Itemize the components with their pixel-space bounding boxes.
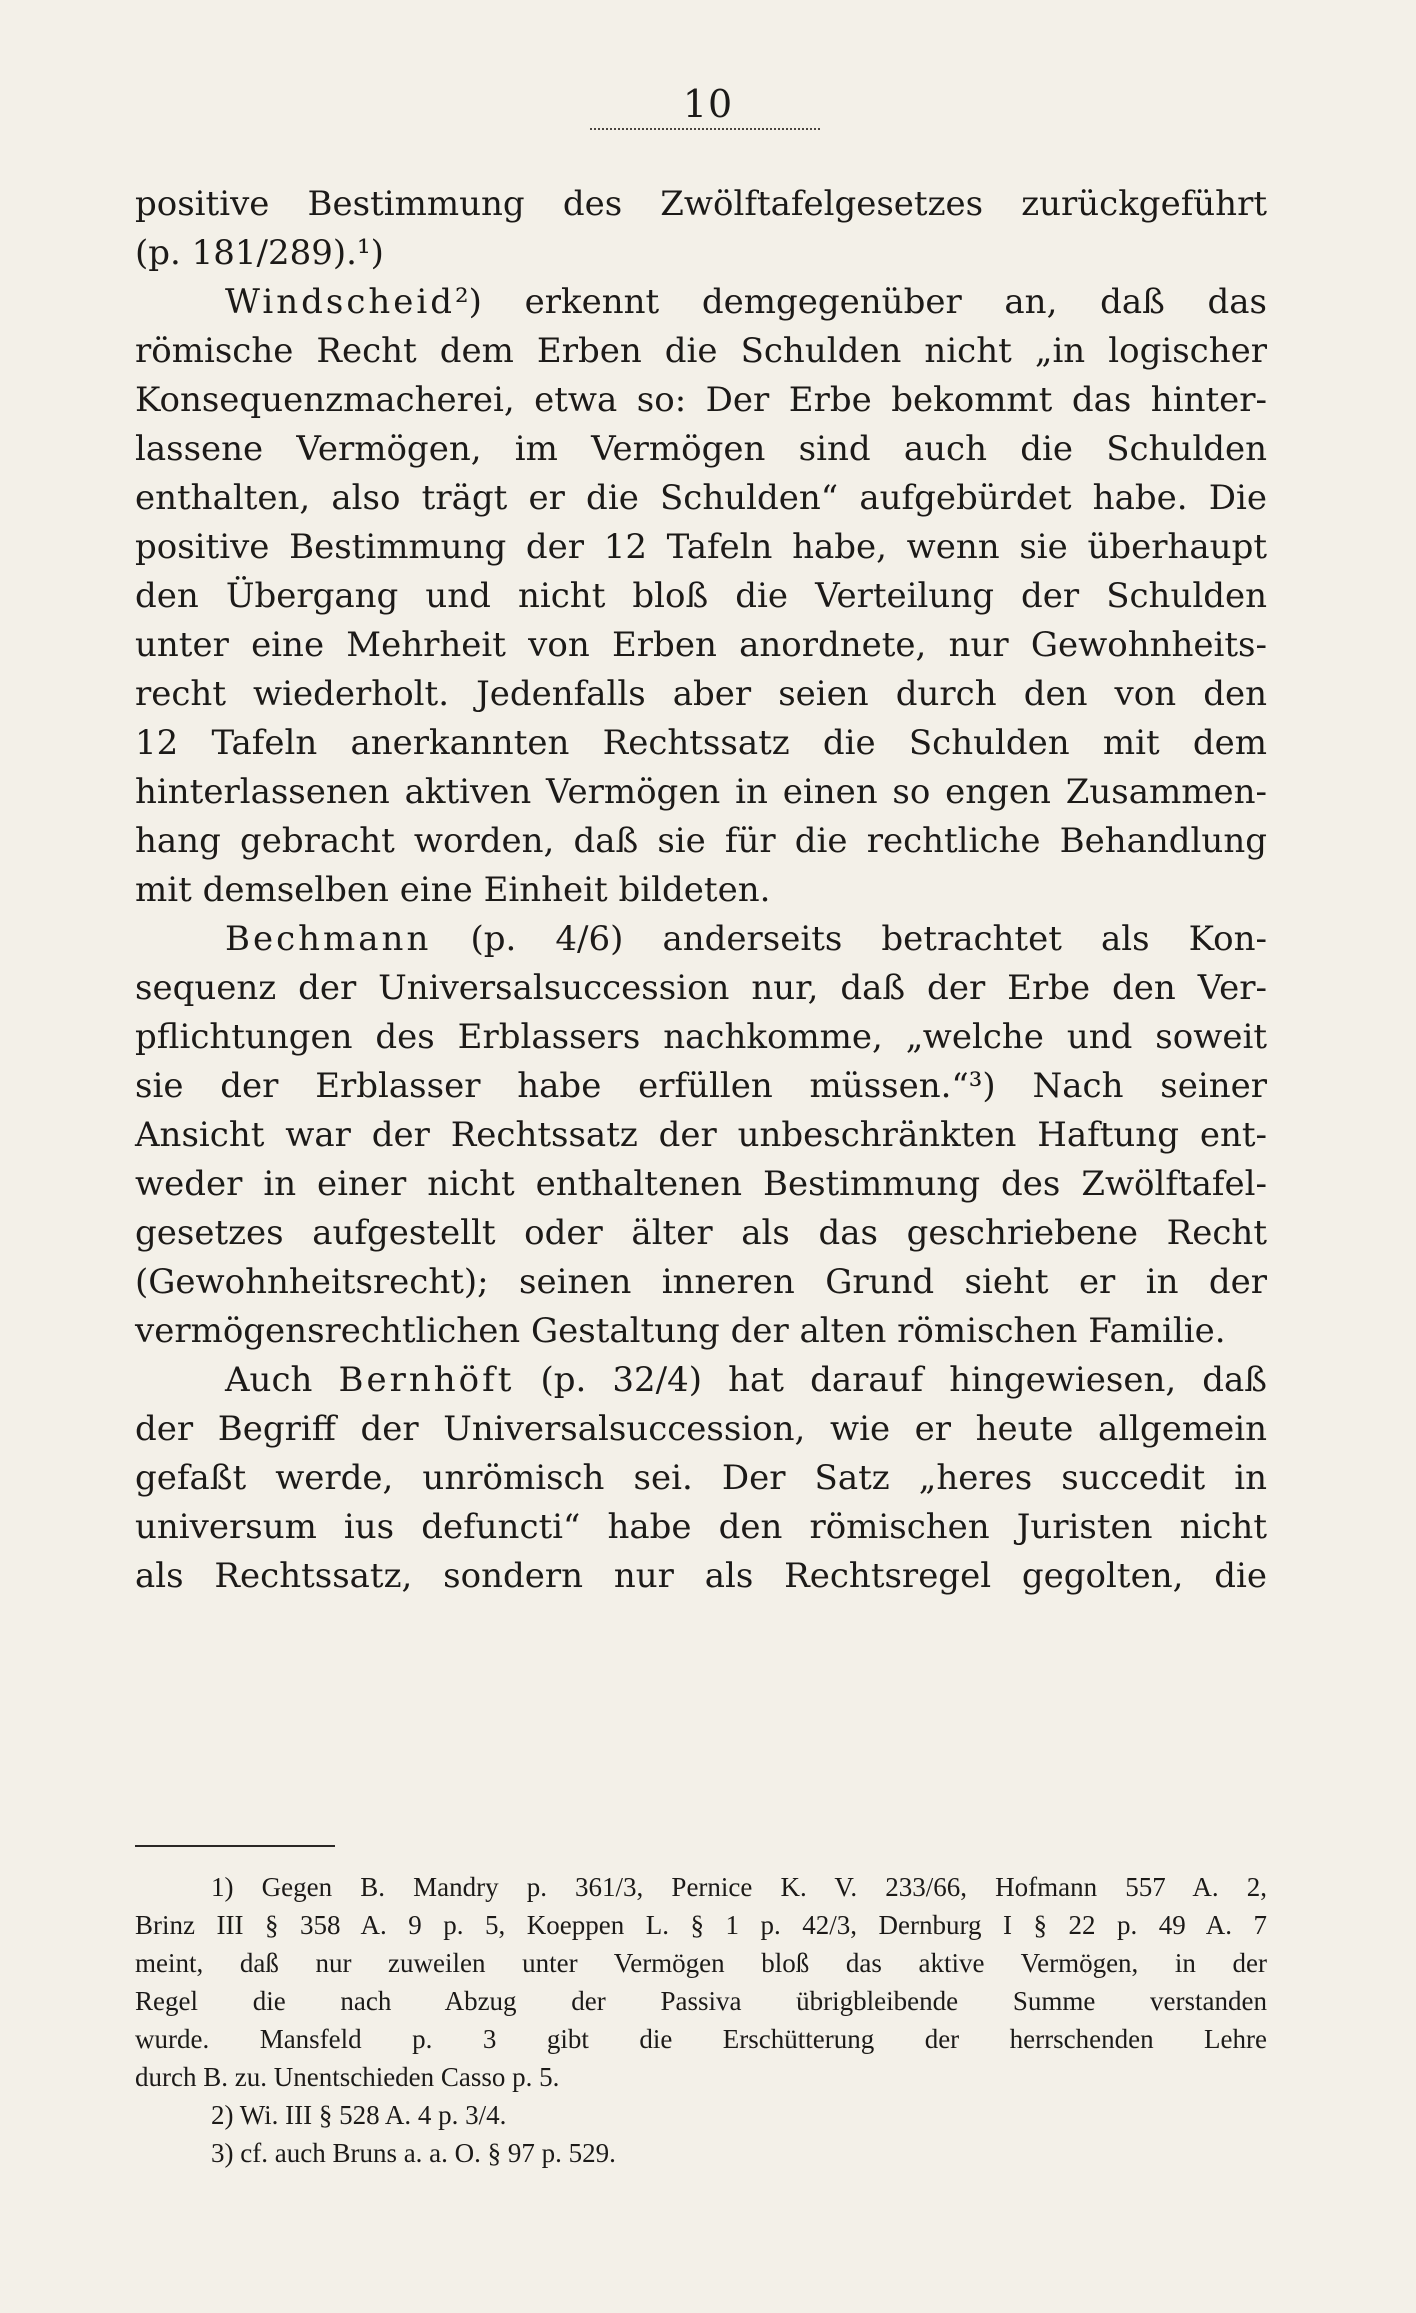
footnote-divider [135,1845,335,1847]
footnote-marker: 1) [211,1872,234,1902]
footnote-text: Wi. III § 528 A. 4 p. 3/4. [233,2100,507,2130]
body-line: pflichtungen des Erblassers nachkomme, „welche und soweit [135,1017,1267,1057]
body-line: universum ius defuncti“ habe den römischen Juristen nicht [135,1507,1267,1547]
footnote-line: meint, daß nur zuweilen unter Vermögen bloß das aktive Vermögen, in der [135,1948,1267,1978]
body-line [135,278,1267,327]
body-line: hinterlassenen aktiven Vermögen in einen so engen Zusammen- [135,772,1267,812]
footnote-line [135,1868,1267,1906]
body-line: unter eine Mehrheit von Erben anordnete, nur Gewohnheits- [135,625,1267,665]
body-line: gesetzes aufgestellt oder älter als das geschriebene Recht [135,1213,1267,1253]
footnote-line: durch B. zu. Unentschieden Casso p. 5. [135,2062,560,2092]
footnote-line [135,2134,1267,2172]
body-line: (Gewohnheitsrecht); seinen inneren Grund sieht er in der [135,1262,1267,1302]
body-line: 12 Tafeln anerkannten Rechtssatz die Schulden mit dem [135,723,1267,763]
body-line: Konsequenzmacherei, etwa so: Der Erbe bekommt das hinter- [135,380,1267,420]
author-name-bernhoeft: Bernhöft [338,1360,515,1400]
footnote-marker: 3) [211,2138,234,2168]
page-number: 10 [682,82,734,126]
body-line: sequenz der Universalsuccession nur, daß der Erbe den Ver- [135,968,1267,1008]
body-line: recht wiederholt. Jedenfalls aber seien durch den von den [135,674,1267,714]
body-line: positive Bestimmung des Zwölftafelgesetzes zurückgeführt [135,184,1267,224]
body-line-text: ²) erkennt demgegenüber an, daß das [455,282,1267,322]
body-line-prefix: Auch [225,1360,339,1400]
body-line: enthalten, also trägt er die Schulden“ aufgebürdet habe. Die [135,478,1267,518]
body-line: mit demselben eine Einheit bildeten. [135,870,771,910]
author-name-bechmann: Bechmann [225,919,432,959]
body-line: lassene Vermögen, im Vermögen sind auch die Schulden [135,429,1267,469]
body-line: als Rechtssatz, sondern nur als Rechtsregel gegolten, die [135,1556,1267,1596]
footnote-line: Regel die nach Abzug der Passiva übrigbleibende Summe verstanden [135,1986,1267,2016]
body-line: gefaßt werde, unrömisch sei. Der Satz „heres succedit in [135,1458,1267,1498]
body-line: den Übergang und nicht bloß die Verteilung der Schulden [135,576,1267,616]
body-line: sie der Erblasser habe erfüllen müssen.“³) Nach seiner [135,1066,1267,1106]
body-line: weder in einer nicht enthaltenen Bestimmung des Zwölftafel- [135,1164,1267,1204]
body-line: vermögensrechtlichen Gestaltung der alten römischen Familie. [135,1311,1226,1351]
footnote-marker: 2) [211,2100,234,2130]
body-line: positive Bestimmung der 12 Tafeln habe, wenn sie überhaupt [135,527,1267,567]
header-ornament [590,128,820,136]
main-text [135,180,1267,1601]
body-line: Ansicht war der Rechtssatz der unbeschränkten Haftung ent- [135,1115,1267,1155]
footnote-line: wurde. Mansfeld p. 3 gibt die Erschütterung der herrschenden Lehre [135,2024,1267,2054]
body-line: hang gebracht worden, daß sie für die rechtliche Behandlung [135,821,1267,861]
footnote-text: cf. auch Bruns a. a. O. § 97 p. 529. [233,2138,616,2168]
body-line [135,1356,1267,1405]
footnote-text: Gegen B. Mandry p. 361/3, Pernice K. V. 233/66, Hofmann 557 A. 2, [233,1872,1267,1902]
body-line: der Begriff der Universalsuccession, wie er heute allgemein [135,1409,1267,1449]
body-line-text: (p. 4/6) anderseits betrachtet als Kon- [431,919,1267,959]
footnote-line: Brinz III § 358 A. 9 p. 5, Koeppen L. § 1 p. 42/3, Dernburg I § 22 p. 49 A. 7 [135,1910,1267,1940]
body-line [135,915,1267,964]
body-line: (p. 181/289).¹) [135,233,384,273]
author-name-windscheid: Windscheid [225,282,456,322]
body-line-text: (p. 32/4) hat darauf hingewiesen, daß [514,1360,1267,1400]
footnote-line [135,2096,1267,2134]
footnotes [135,1868,1267,2172]
body-line: römische Recht dem Erben die Schulden nicht „in logischer [135,331,1267,371]
